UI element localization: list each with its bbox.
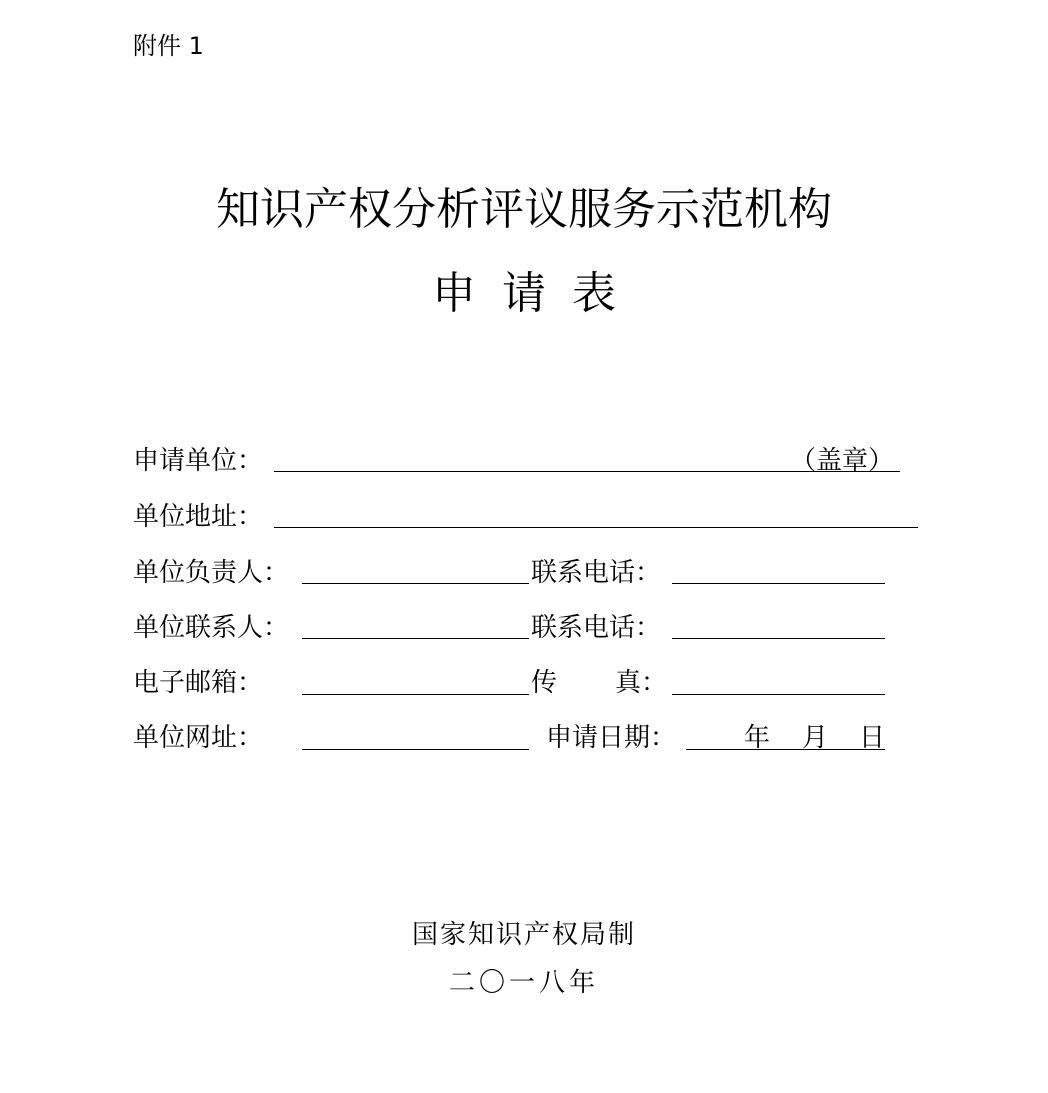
date-month: 月 [802,723,829,753]
attachment-label: 附件 1 [133,32,204,60]
seal-note: （盖章） [790,446,895,476]
email-field[interactable] [302,694,529,695]
date-day: 日 [859,723,886,753]
page-subtitle: 申请表 [432,268,642,319]
fax-field[interactable] [672,694,885,695]
date-label: 申请日期： [546,723,677,753]
website-field[interactable] [302,749,529,750]
date-field[interactable] [686,749,885,750]
contact-phone-label: 联系电话： [531,613,662,643]
address-label: 单位地址： [133,502,264,532]
contact-field[interactable] [302,638,529,639]
email-label: 电子邮箱： [133,668,264,698]
year-text: 二〇一八年 [448,968,599,998]
date-year: 年 [744,723,771,753]
head-phone-label: 联系电话： [531,558,662,588]
contact-label: 单位联系人： [133,613,290,643]
fax-label-second: 真： [615,668,668,698]
page-title: 知识产权分析评议服务示范机构 [216,184,832,235]
address-field[interactable] [274,527,918,528]
website-label: 单位网址： [133,723,264,753]
issuer-text: 国家知识产权局制 [411,920,636,950]
head-label: 单位负责人： [133,558,290,588]
applicant-label: 申请单位： [133,446,264,476]
head-phone-field[interactable] [672,583,885,584]
contact-phone-field[interactable] [672,638,885,639]
head-field[interactable] [302,583,529,584]
fax-label-first: 传 [531,668,558,698]
